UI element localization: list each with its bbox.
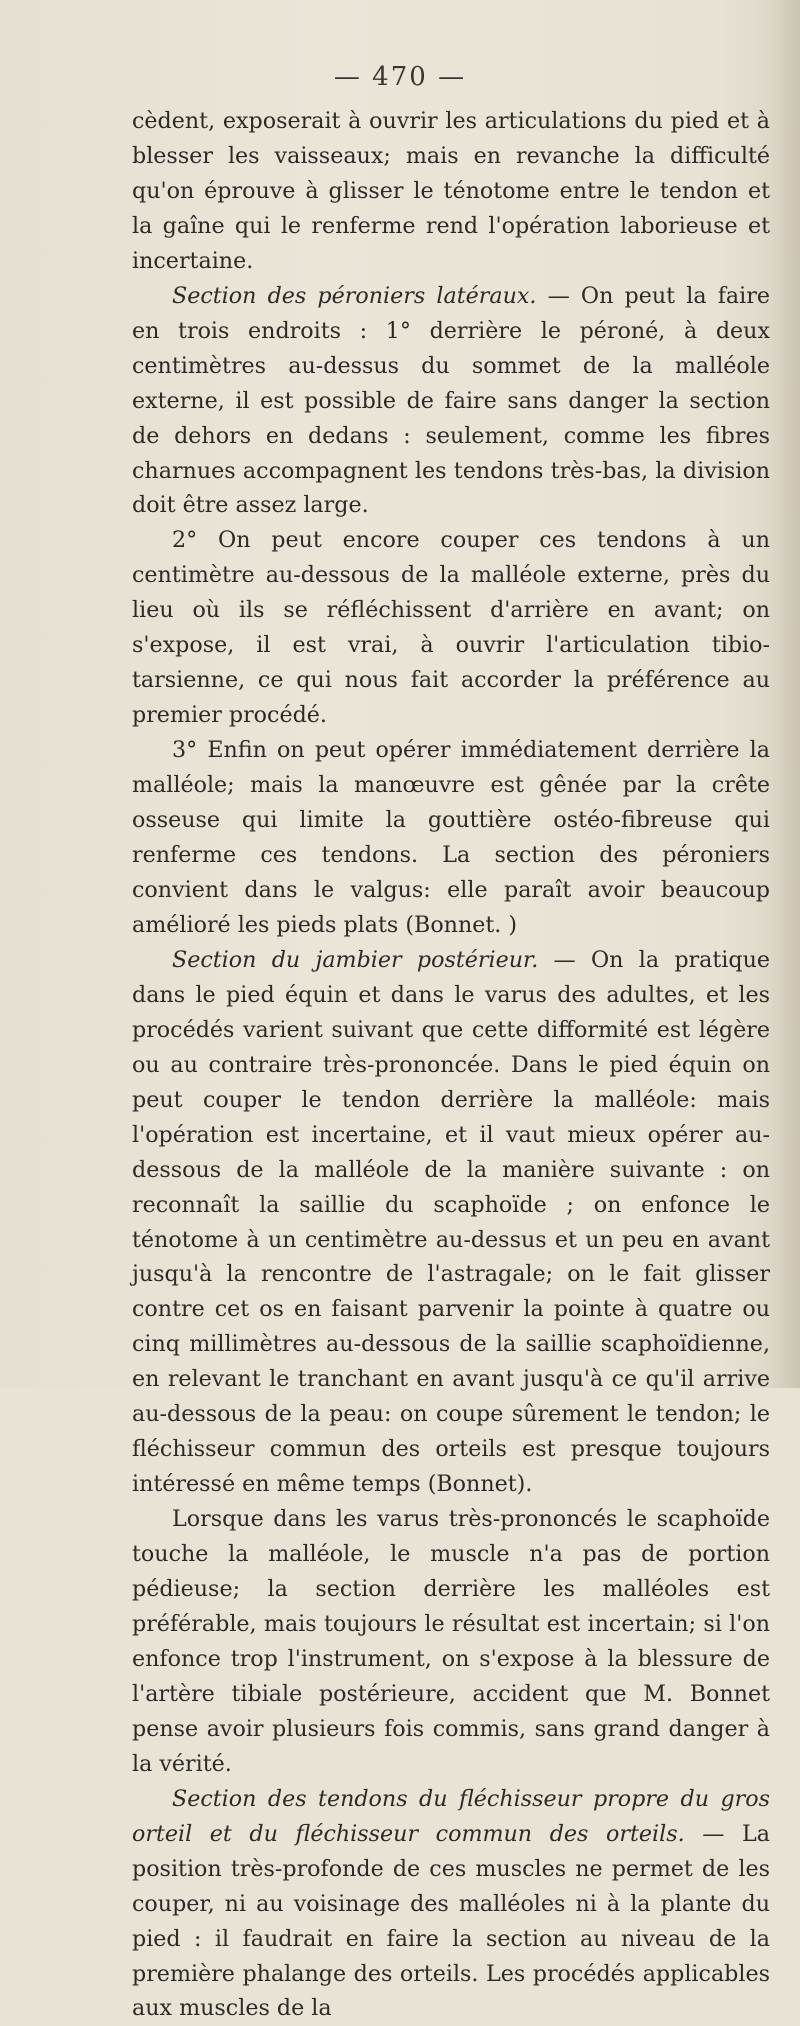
- paragraph-4: [132, 733, 770, 943]
- page-body: [132, 104, 770, 2026]
- paragraph-5: [132, 943, 770, 1502]
- section-heading-peroniers: Section des péroniers latéraux.: [172, 282, 537, 309]
- section-heading-flechisseur: Section des tendons du fléchisseur propre du gros orteil et du fléchisseur commun des orteils.: [132, 1785, 770, 1847]
- paragraph-2-text: — On peut la faire en trois endroits : 1° derrière le péroné, à deux centimètres au-dessus du sommet de la malléole externe, il est possible de faire sans danger la section de dehors en dedans : seulement, comme les fibres charnues accompagnent les tendons très-bas, la division doit être assez large.: [132, 282, 770, 519]
- paragraph-2: [132, 279, 770, 524]
- paragraph-3-text: 2° On peut encore couper ces tendons à un centimètre au-dessous de la malléole externe, près du lieu où ils se réfléchissent d'arrière en avant; on s'expose, il est vrai, à ouvrir l'articulation tibio-tarsienne, ce qui nous fait accorder la préférence au premier procédé.: [132, 527, 770, 729]
- paragraph-1: [132, 104, 770, 279]
- paragraph-4-text: 3° Enfin on peut opérer immédiatement derrière la malléole; mais la manœuvre est gênée par la crête osseuse qui limite la gouttière ostéo-fibreuse qui renferme ces tendons. La section des péroniers convient dans le valgus: elle paraît avoir beaucoup amélioré les pieds plats (Bonnet. ): [132, 737, 770, 938]
- paragraph-1-text: cèdent, exposerait à ouvrir les articulations du pied et à blesser les vaisseaux; mais en revanche la difficulté qu'on éprouve à glisser le ténotome entre le tendon et la gaîne qui le renferme rend l'opération laborieuse et incertaine.: [132, 108, 770, 274]
- page-edge-shadow: [770, 0, 800, 1388]
- paragraph-6: [132, 1502, 770, 1782]
- paragraph-3: [132, 523, 770, 733]
- page-number-header: — 470 —: [333, 62, 467, 92]
- paragraph-5-text: — On la pratique dans le pied équin et dans le varus des adultes, et les procédés varient suivant que cette difformité est légère ou au contraire très-prononcée. Dans le pied équin on peut couper le tendon derrière la malléole: mais l'opération est incertaine, et il vaut mieux opérer au-dessous de la malléole de la manière suivante : on reconnaît la saillie du scaphoïde ; on enfonce le ténotome à un centimètre au-dessus et un peu en avant jusqu'à la rencontre de l'astragale; on le fait glisser contre cet os en faisant parvenir la pointe à quatre ou cinq millimètres au-dessous de la saillie scaphoïdienne, en relevant le tranchant en avant jusqu'à ce qu'il arrive au-dessous de la peau: on coupe sûrement le tendon; le fléchisseur commun des orteils est presque toujours intéressé en même temps (Bonnet).: [132, 946, 770, 1498]
- paragraph-7: [132, 1782, 770, 2026]
- paragraph-7-text: — La position très-profonde de ces muscles ne permet de les couper, ni au voisinage des malléoles ni à la plante du pied : il faudrait en faire la section au niveau de la première phalange des orteils. Les procédés applicables aux muscles de la: [132, 1820, 770, 2022]
- paragraph-6-text: Lorsque dans les varus très-prononcés le scaphoïde touche la malléole, le muscle n'a pas de portion pédieuse; la section derrière les malléoles est préférable, mais toujours le résultat est incertain; si l'on enfonce trop l'instrument, on s'expose à la blessure de l'artère tibiale postérieure, accident que M. Bonnet pense avoir plusieurs fois commis, sans grand danger à la vérité.: [132, 1506, 770, 1777]
- section-heading-jambier: Section du jambier postérieur.: [172, 946, 539, 973]
